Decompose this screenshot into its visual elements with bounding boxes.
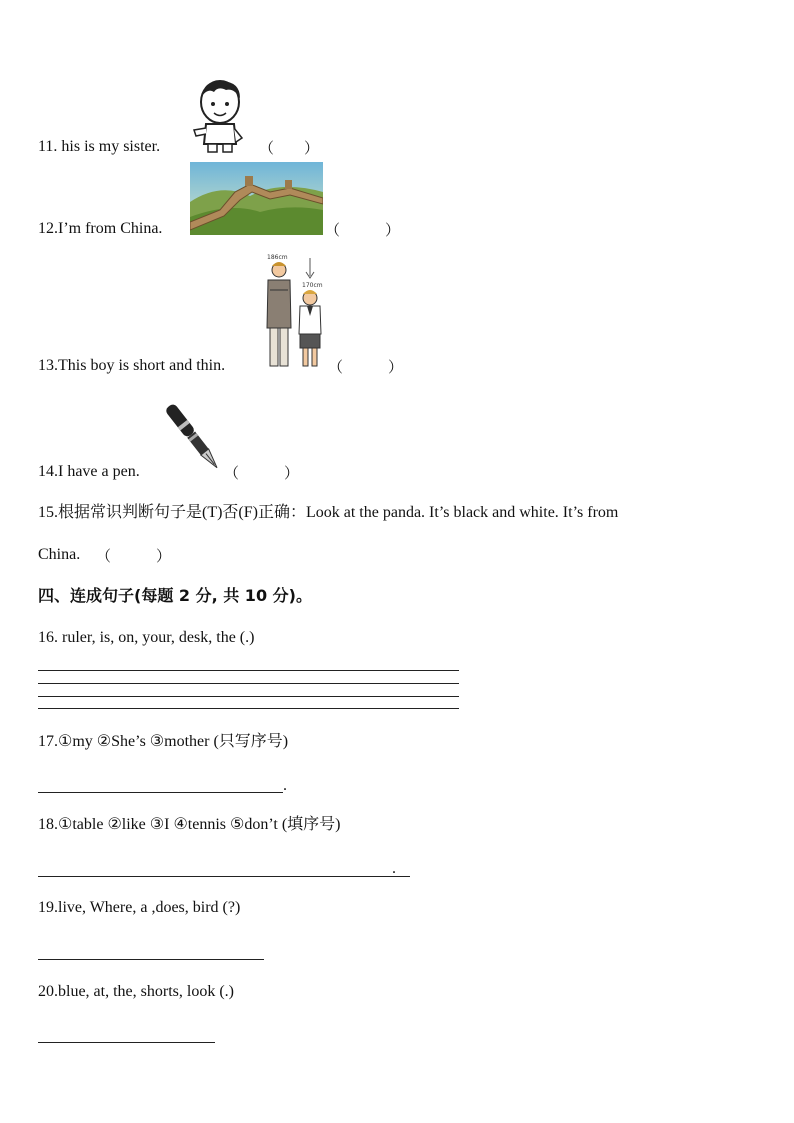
question-14: 14.I have a pen.: [38, 463, 140, 480]
answer-line-19[interactable]: [38, 959, 264, 960]
question-17: 17.①my ②She’s ③mother (只写序号): [38, 733, 289, 750]
answer-blank-14[interactable]: （ ）: [224, 466, 300, 482]
man-and-boy-image: [258, 250, 330, 374]
question-15-line-1: 15.根据常识判断句子是(T)否(F)正确：Look at the panda. It’s black and white. It’s from: [38, 504, 619, 521]
answer-blank-12[interactable]: （ ）: [325, 223, 401, 239]
answer-line-16a[interactable]: [38, 670, 459, 671]
answer-line-17[interactable]: [38, 792, 283, 793]
answer-line-18[interactable]: [38, 876, 410, 877]
answer-blank-11[interactable]: （ ）: [259, 141, 320, 157]
answer-line-16b[interactable]: [38, 683, 459, 684]
fountain-pen-image: [160, 396, 226, 478]
answer-blank-13[interactable]: （ ）: [328, 360, 404, 376]
question-16: 16. ruler, is, on, your, desk, the (.): [38, 629, 255, 646]
answer-line-16d[interactable]: [38, 708, 459, 709]
question-12: 12.I’m from China.: [38, 220, 163, 237]
short-height-label: 170cm: [302, 282, 323, 289]
question-18: 18.①table ②like ③I ④tennis ⑤don’t (填序号): [38, 816, 341, 833]
answer-blank-15[interactable]: （ ）: [96, 549, 172, 565]
question-11: 11. his is my sister.: [38, 138, 161, 155]
answer-line-20[interactable]: [38, 1042, 215, 1043]
tall-height-label: 186cm: [267, 254, 288, 261]
answer-line-16c[interactable]: [38, 696, 459, 697]
question-20: 20.blue, at, the, shorts, look (.): [38, 983, 234, 1000]
question-19: 19.live, Where, a ,does, bird (?): [38, 899, 241, 916]
question-13: 13.This boy is short and thin.: [38, 357, 226, 374]
boy-cartoon-image: [190, 78, 252, 156]
answer-period-18: .: [392, 860, 396, 877]
answer-period-17: .: [283, 777, 287, 794]
question-15-line-2: China.: [38, 546, 81, 563]
great-wall-image: [190, 162, 323, 235]
section-4-title: 四、连成句子(每题 2 分, 共 10 分)。: [38, 586, 312, 605]
